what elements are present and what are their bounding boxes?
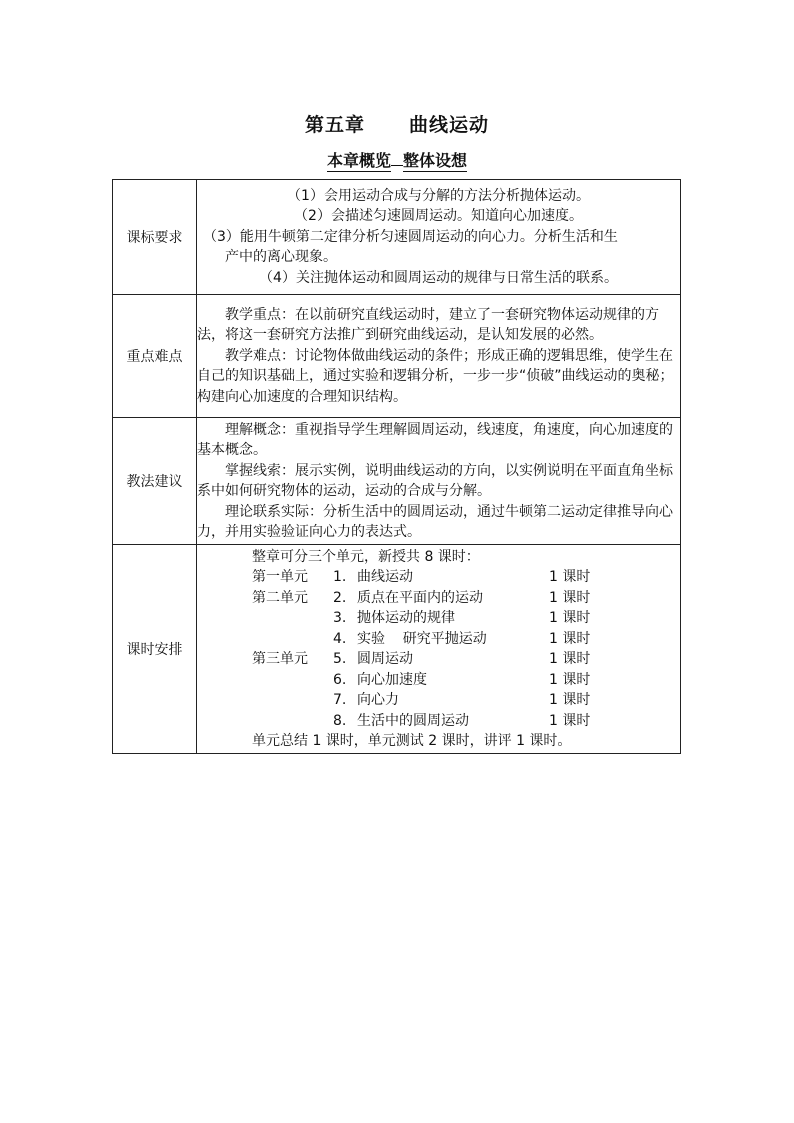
subtitle-left: 本章概览 bbox=[326, 151, 391, 170]
requirement-line: （4）关注抛体运动和圆周运动的规律与日常生活的联系。 bbox=[259, 269, 618, 286]
teaching-row bbox=[113, 418, 681, 545]
schedule-number: 8. bbox=[333, 712, 347, 729]
schedule-hours: 1 课时 bbox=[549, 589, 591, 606]
schedule-topic: 向心力 bbox=[357, 692, 399, 708]
schedule-item bbox=[197, 711, 680, 732]
requirements-content bbox=[197, 180, 681, 295]
teaching-content bbox=[197, 418, 681, 545]
requirement-line: （3）能用牛顿第二定律分析匀速圆周运动的向心力。分析生活和生 bbox=[203, 228, 618, 245]
teaching-paragraph: 掌握线索：展示实例，说明曲线运动的方向，以实例说明在平面直角坐标系中如何研究物体的运动，运动的合成与分解。 bbox=[197, 462, 673, 499]
schedule-item bbox=[197, 649, 680, 670]
schedule-item bbox=[197, 567, 680, 588]
course-plan-table bbox=[112, 179, 681, 754]
teaching-paragraph: 理解概念：重视指导学生理解圆周运动，线速度，角速度，向心加速度的基本概念。 bbox=[197, 421, 673, 458]
schedule-summary: 单元总结 1 课时，单元测试 2 课时，讲评 1 课时。 bbox=[252, 733, 572, 749]
requirement-line: （1）会用运动合成与分解的方法分析抛体运动。 bbox=[287, 187, 590, 204]
schedule-item bbox=[197, 629, 680, 650]
key-points-row bbox=[113, 295, 681, 418]
difficulty-paragraph: 教学难点：讨论物体做曲线运动的条件；形成正确的逻辑思维，使学生在自己的知识基础上，通过实验和逻辑分析，一步一步“侦破”曲线运动的奥秘；构建向心加速度的合理知识结构。 bbox=[197, 347, 674, 405]
schedule-item bbox=[197, 670, 680, 691]
schedule-unit: 第三单元 bbox=[252, 651, 308, 667]
schedule-item bbox=[197, 608, 680, 629]
schedule-topic: 曲线运动 bbox=[357, 569, 413, 585]
schedule-item bbox=[197, 690, 680, 711]
schedule-number: 6. bbox=[333, 671, 347, 688]
schedule-topic: 抛体运动的规律 bbox=[357, 610, 455, 626]
teaching-paragraph: 理论联系实际：分析生活中的圆周运动，通过牛顿第二运动定律推导向心力，并用实验验证向心力的表达式。 bbox=[197, 503, 673, 540]
chapter-name: 曲线运动 bbox=[409, 114, 490, 136]
schedule-number: 7. bbox=[333, 692, 347, 708]
chapter-number: 第五章 bbox=[304, 114, 365, 136]
schedule-number: 2. bbox=[333, 589, 347, 606]
schedule-unit: 第二单元 bbox=[252, 589, 308, 606]
teaching-label: 教法建议 bbox=[113, 418, 197, 545]
schedule-label: 课时安排 bbox=[113, 545, 197, 754]
requirements-label: 课标要求 bbox=[113, 180, 197, 295]
schedule-number: 4. bbox=[333, 630, 347, 647]
key-points-label: 重点难点 bbox=[113, 295, 197, 418]
schedule-row bbox=[113, 545, 681, 754]
schedule-intro-row bbox=[197, 547, 680, 568]
schedule-hours: 1 课时 bbox=[549, 712, 591, 729]
section-subtitle bbox=[0, 148, 794, 171]
schedule-topic: 圆周运动 bbox=[357, 651, 413, 667]
schedule-unit: 第一单元 bbox=[252, 569, 308, 585]
schedule-topic: 质点在平面内的运动 bbox=[357, 589, 483, 606]
schedule-list bbox=[197, 547, 680, 752]
schedule-hours: 1 课时 bbox=[549, 692, 591, 708]
chapter-title bbox=[0, 110, 794, 137]
schedule-hours: 1 课时 bbox=[549, 569, 591, 585]
schedule-summary-row bbox=[197, 731, 680, 752]
schedule-hours: 1 课时 bbox=[549, 630, 591, 647]
schedule-intro: 整章可分三个单元，新授共 8 课时： bbox=[252, 548, 480, 565]
schedule-topic: 生活中的圆周运动 bbox=[357, 712, 469, 729]
key-point-paragraph: 教学重点：在以前研究直线运动时，建立了一套研究物体运动规律的方法，将这一套研究方法推广到研究曲线运动，是认知发展的必然。 bbox=[197, 306, 659, 344]
schedule-number: 1. bbox=[333, 569, 347, 585]
schedule-number: 3. bbox=[333, 610, 347, 626]
requirements-row bbox=[113, 180, 681, 295]
key-points-content bbox=[197, 295, 681, 418]
schedule-hours: 1 课时 bbox=[549, 671, 591, 688]
schedule-number: 5. bbox=[333, 651, 347, 667]
schedule-hours: 1 课时 bbox=[549, 651, 591, 667]
schedule-content bbox=[197, 545, 681, 754]
schedule-topic: 向心加速度 bbox=[357, 671, 427, 688]
subtitle-right: 整体设想 bbox=[403, 151, 468, 170]
schedule-topic: 实验 研究平抛运动 bbox=[357, 630, 487, 647]
requirement-line: （2）会描述匀速圆周运动。知道向心加速度。 bbox=[294, 208, 583, 225]
requirement-line: 产中的离心现象。 bbox=[225, 249, 337, 266]
schedule-hours: 1 课时 bbox=[549, 610, 591, 626]
schedule-item bbox=[197, 588, 680, 609]
